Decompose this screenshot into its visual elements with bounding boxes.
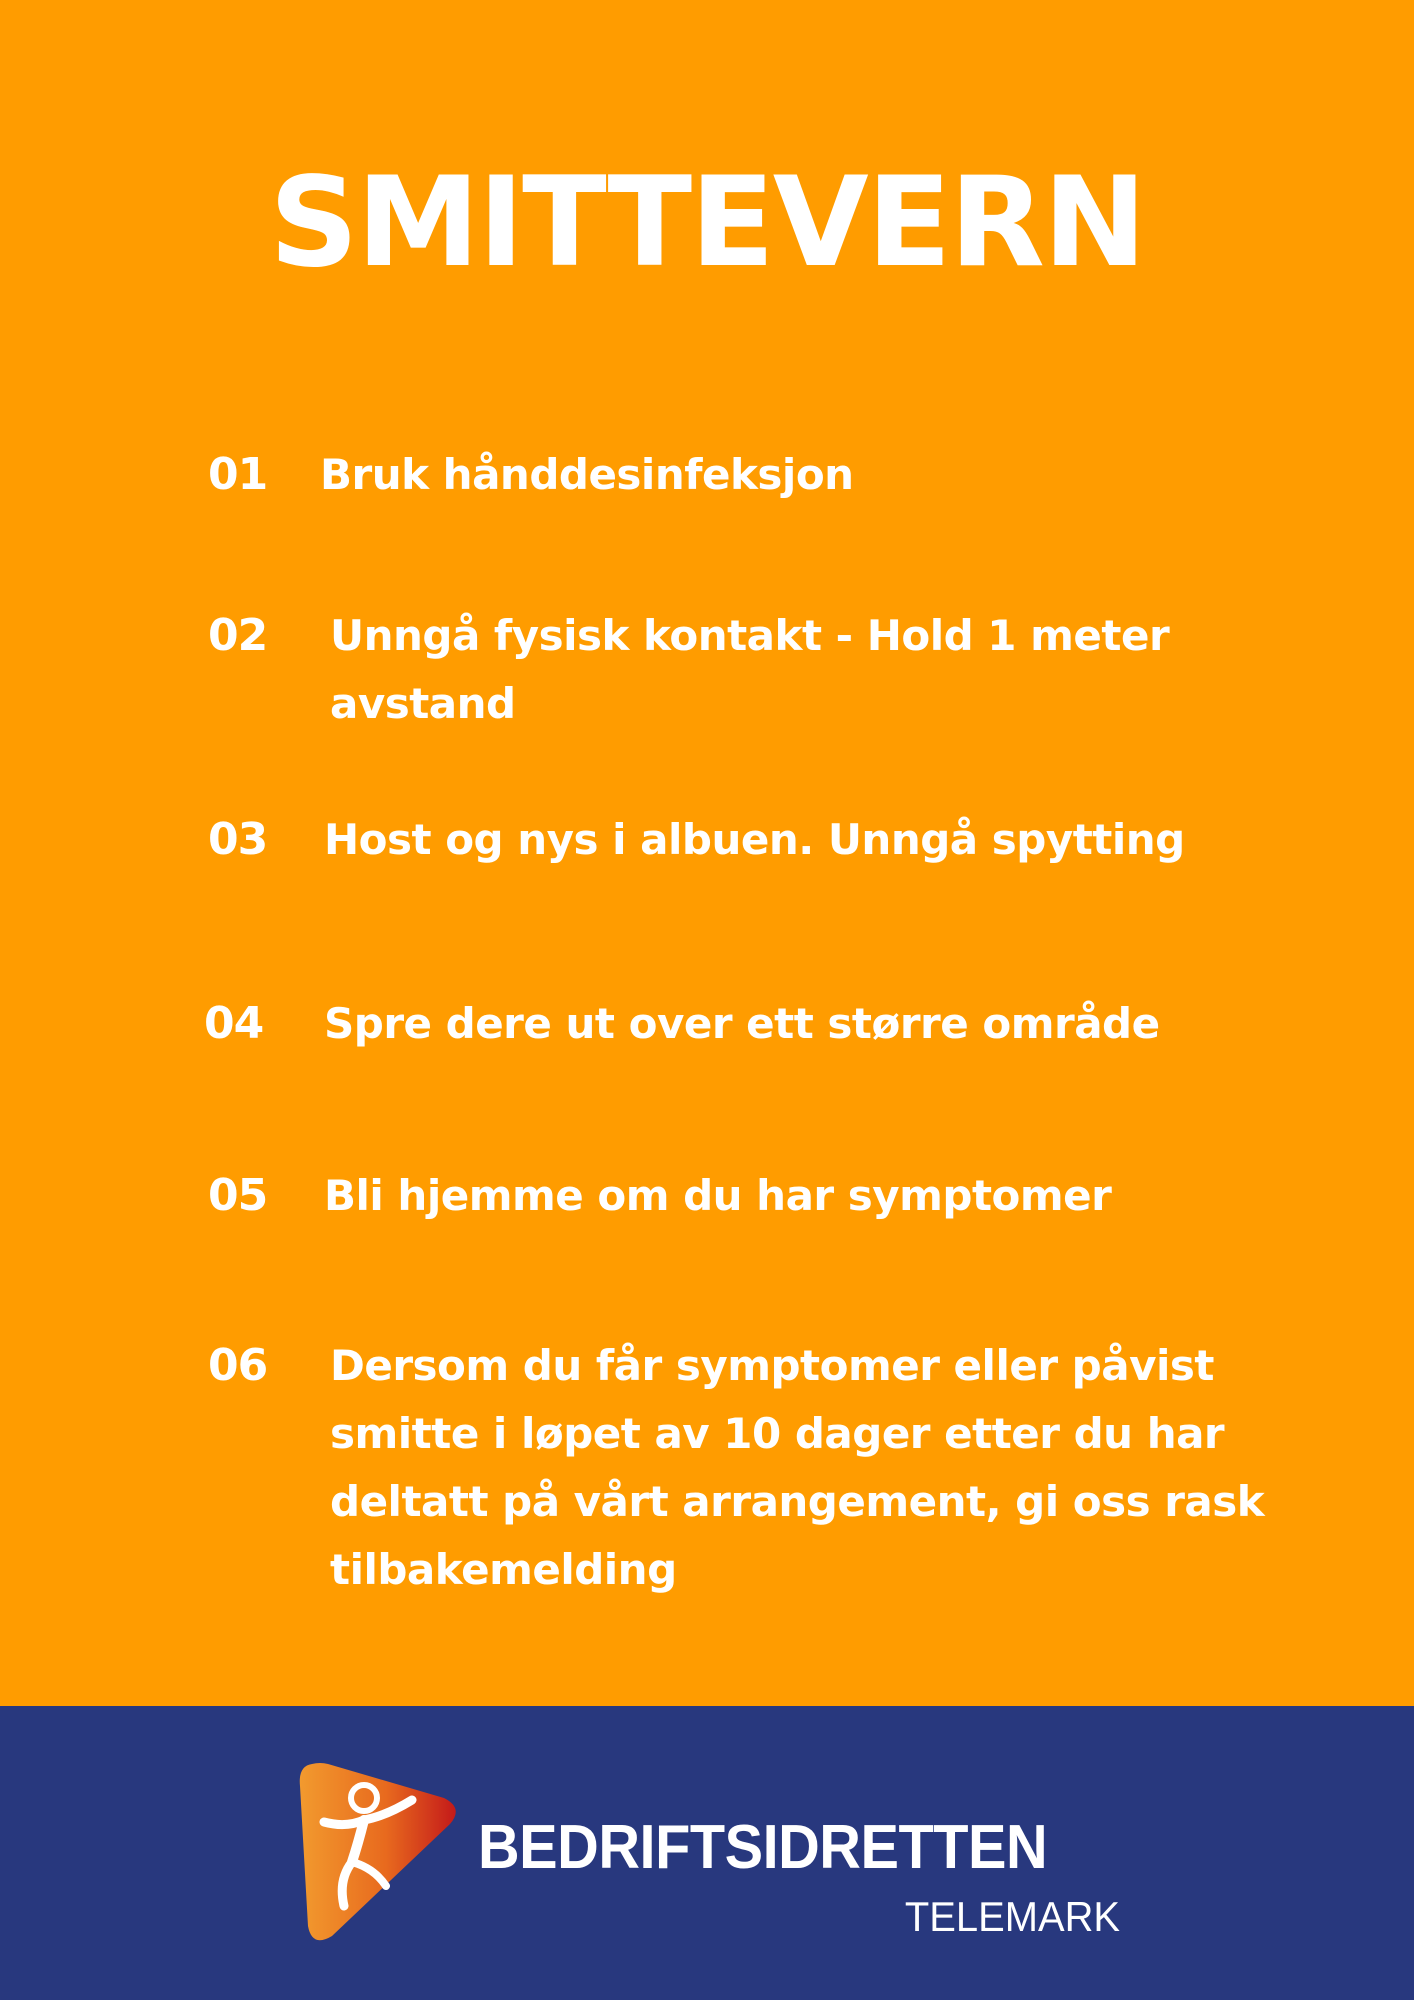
rule-number: 03: [208, 814, 268, 865]
rule-text: Spre dere ut over ett større område: [324, 999, 1160, 1048]
running-figure-icon: [294, 1758, 462, 1950]
rule-text: Dersom du får symptomer eller påvist smitte i løpet av 10 dager etter du har deltatt på vårt arrangement, gi oss rask tilbakemelding: [330, 1341, 1265, 1594]
rule-number: 04: [204, 998, 264, 1049]
brand-region: TELEMARK: [904, 1893, 1120, 1940]
rule-text: Bruk hånddesinfeksjon: [320, 450, 854, 499]
rule-number: 02: [208, 610, 268, 661]
rule-text: Bli hjemme om du har symptomer: [324, 1171, 1112, 1220]
rule-number: 01: [208, 449, 268, 500]
rule-text: Unngå fysisk kontakt - Hold 1 meter avstand: [330, 611, 1170, 728]
page-title: SMITTEVERN: [269, 151, 1145, 295]
rule-number: 05: [208, 1170, 268, 1221]
logo-triangle: [300, 1763, 456, 1940]
rule-number: 06: [208, 1340, 268, 1391]
rule-text: Host og nys i albuen. Unngå spytting: [324, 815, 1185, 864]
brand-name: BEDRIFTSIDRETTEN: [478, 1813, 1048, 1882]
